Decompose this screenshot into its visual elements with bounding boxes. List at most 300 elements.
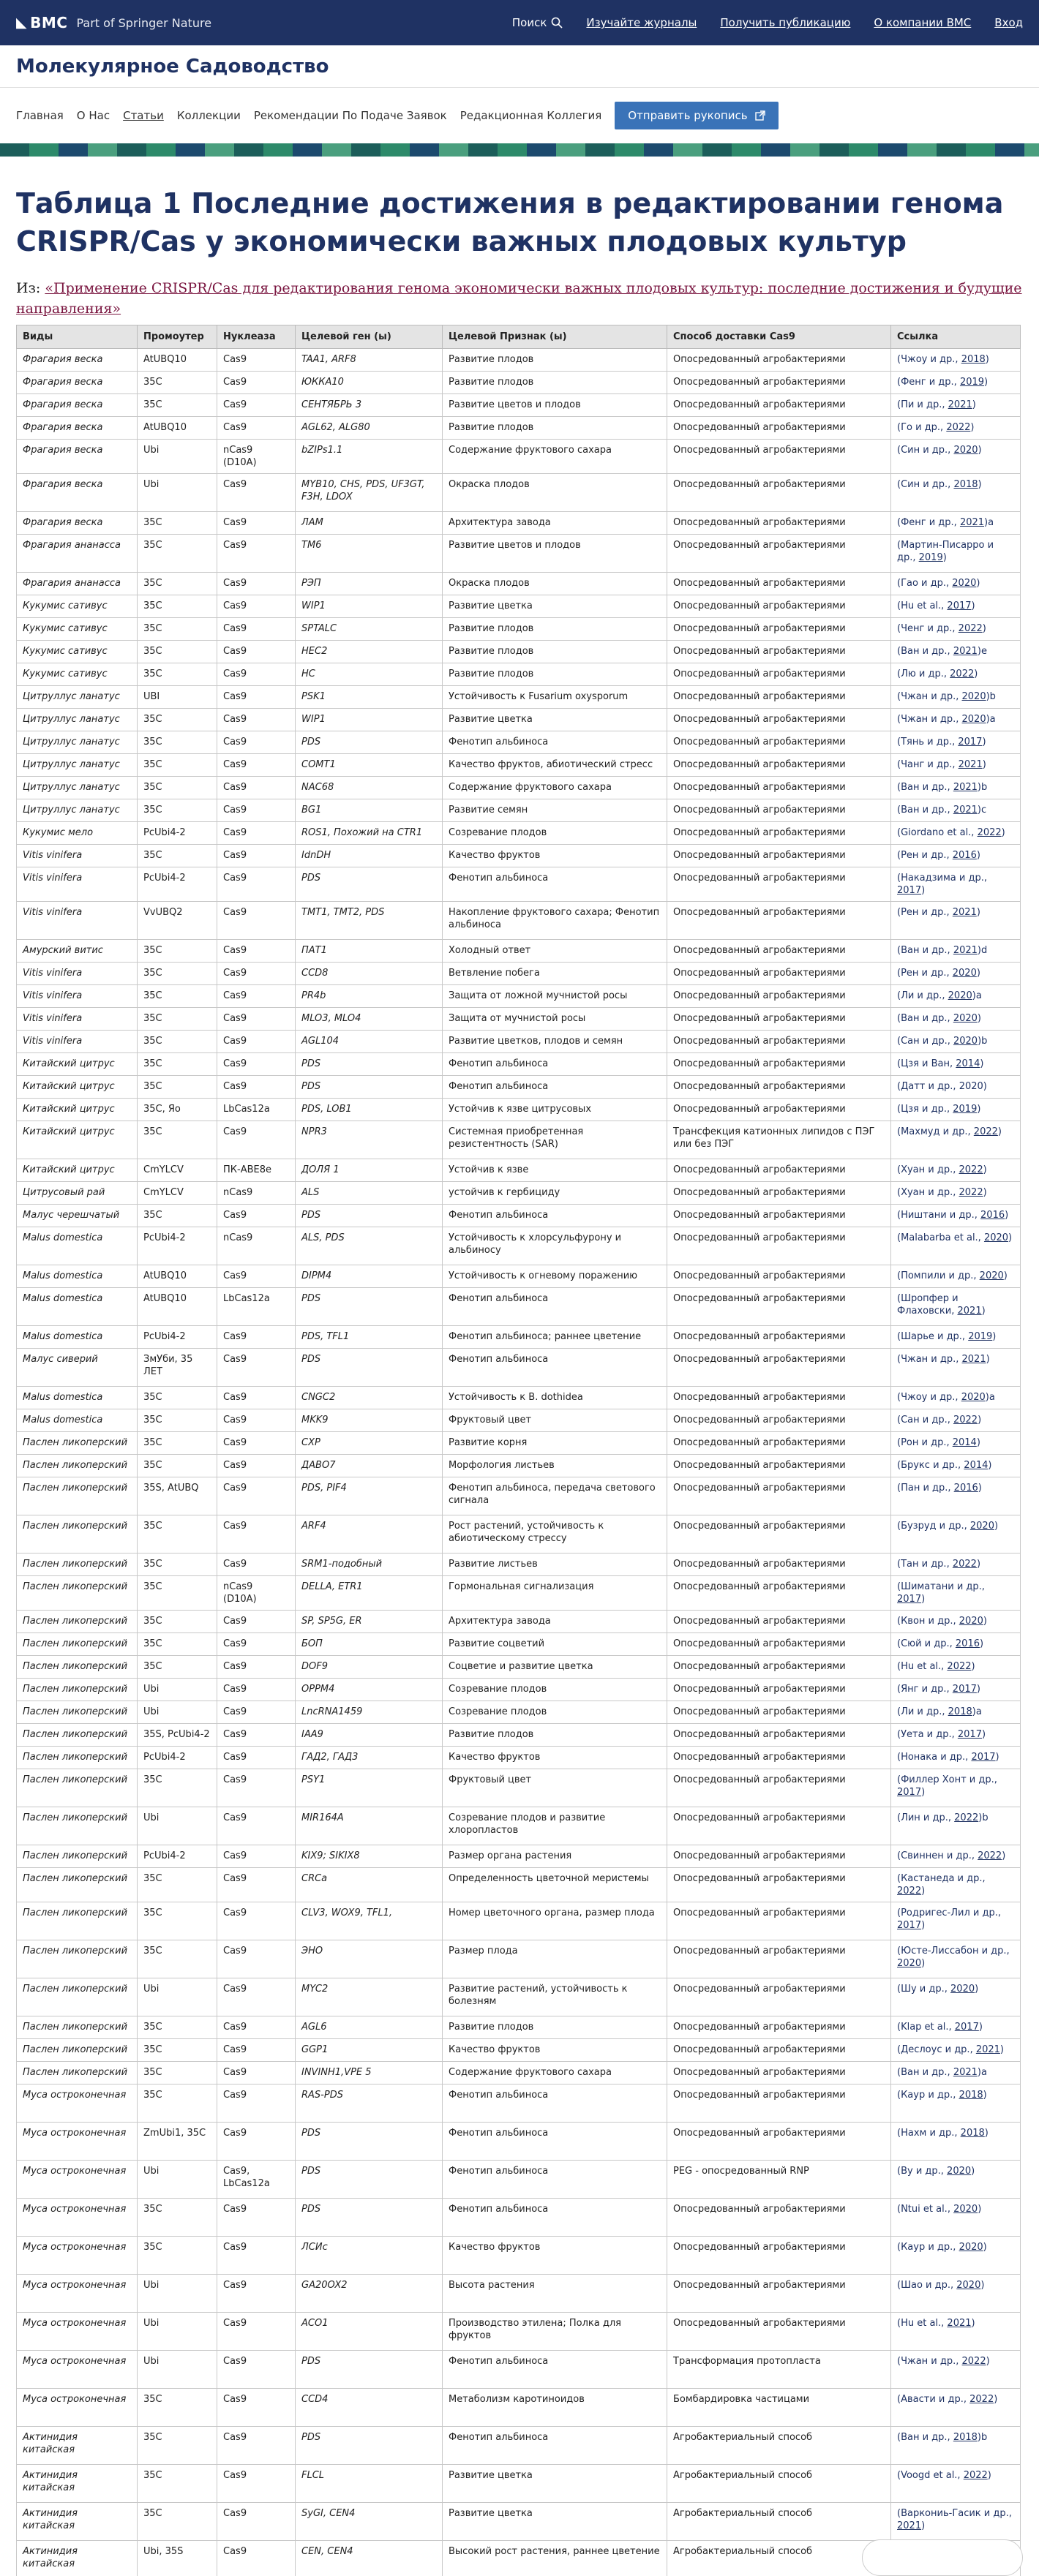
- reference-link[interactable]: [897, 2166, 975, 2177]
- login-link[interactable]: Вход: [994, 16, 1023, 29]
- reference-link[interactable]: [897, 1729, 986, 1740]
- nav-articles[interactable]: Статьи: [123, 109, 164, 122]
- reference-link[interactable]: [897, 1058, 983, 1069]
- reference-link[interactable]: [897, 759, 986, 770]
- reference-authors: (Чанг и др.,: [897, 759, 959, 770]
- reference-year[interactable]: 2016: [953, 850, 977, 861]
- reference-year[interactable]: 2017: [897, 1920, 921, 1931]
- table-row: [17, 2161, 1021, 2199]
- data-table: [16, 325, 1021, 2576]
- cell-reference: [891, 1576, 1021, 1611]
- cell-delivery: Опосредованный агробактериями: [667, 1182, 891, 1205]
- reference-year[interactable]: 2018: [953, 2432, 978, 2443]
- reference-link[interactable]: [897, 2044, 1004, 2055]
- cell-species: Кукумис сативус: [17, 663, 138, 686]
- reference-suffix: ): [996, 1752, 999, 1763]
- reference-year[interactable]: 2021: [958, 1306, 982, 1317]
- reference-link[interactable]: [897, 737, 986, 747]
- reference-authors: (Свиннен и др.,: [897, 1850, 978, 1861]
- reference-link[interactable]: [897, 1293, 986, 1317]
- reference-link[interactable]: [897, 1907, 1001, 1931]
- cell-reference: [891, 777, 1021, 799]
- cell-promoter: 35C: [138, 2039, 217, 2062]
- reference-link[interactable]: [897, 1104, 980, 1115]
- cell-nuclease: Cas9: [217, 940, 296, 963]
- reference-year[interactable]: 2018: [959, 2090, 983, 2101]
- cell-reference: [891, 1902, 1021, 1940]
- reference-link[interactable]: [897, 1013, 981, 1024]
- reference-link[interactable]: [897, 2090, 987, 2101]
- cell-reference: [891, 1515, 1021, 1553]
- reference-year[interactable]: 2022: [947, 1661, 971, 1672]
- cell-promoter: 35C: [138, 663, 217, 686]
- reference-link[interactable]: [897, 782, 987, 793]
- reference-year[interactable]: 2022: [954, 1812, 978, 1823]
- reference-link[interactable]: [897, 2204, 981, 2215]
- cell-reference: [891, 1008, 1021, 1031]
- reference-year[interactable]: 2018: [953, 479, 978, 490]
- reference-link[interactable]: [897, 1354, 990, 1365]
- reference-year[interactable]: 2017: [953, 1684, 977, 1695]
- reference-link[interactable]: [897, 377, 988, 388]
- cell-nuclease: Cas9: [217, 2503, 296, 2541]
- cell-delivery: Трансформация протопласта: [667, 2351, 891, 2389]
- reference-link[interactable]: [897, 2242, 987, 2253]
- reference-year[interactable]: 2021: [953, 782, 978, 793]
- table-row: [17, 535, 1021, 573]
- cell-species: Фрагария веска: [17, 474, 138, 512]
- reference-year[interactable]: 2017: [958, 737, 982, 747]
- reference-year[interactable]: 2016: [956, 1638, 980, 1649]
- cell-reference: [891, 1031, 1021, 1053]
- cell-target-trait: Холодный ответ: [443, 940, 667, 963]
- nav-home[interactable]: Главная: [16, 109, 64, 122]
- reference-link[interactable]: [897, 2022, 983, 2033]
- reference-year[interactable]: 2017: [947, 600, 971, 611]
- reference-year[interactable]: 2021: [959, 759, 983, 770]
- reference-year[interactable]: 2022: [953, 1415, 978, 1426]
- reference-year[interactable]: 2022: [959, 623, 983, 634]
- reference-link[interactable]: [897, 1581, 985, 1605]
- cell-target-trait: Фенотип альбиноса: [443, 1076, 667, 1099]
- cell-species: Паслен ликоперский: [17, 1432, 138, 1455]
- cell-target-gene: CRCa: [296, 1868, 443, 1902]
- cell-species: Актинидия китайская: [17, 2541, 138, 2576]
- reference-year[interactable]: 2018: [961, 354, 986, 365]
- brand[interactable]: [16, 14, 211, 31]
- table-row: [17, 1477, 1021, 1515]
- reference-link[interactable]: [897, 517, 994, 528]
- reference-year[interactable]: 2022: [946, 422, 970, 433]
- reference-year[interactable]: 2022: [969, 2394, 994, 2405]
- reference-suffix: )а: [972, 990, 982, 1001]
- reference-link[interactable]: [897, 2432, 987, 2443]
- reference-suffix: ): [977, 1684, 980, 1695]
- reference-link[interactable]: [897, 805, 986, 816]
- cell-reference: [891, 1845, 1021, 1868]
- reference-year[interactable]: 2020: [953, 1036, 978, 1047]
- reference-year[interactable]: 2022: [964, 2470, 988, 2481]
- reference-year[interactable]: 2017: [897, 1787, 921, 1798]
- cell-reference: [891, 1053, 1021, 1076]
- reference-year[interactable]: 2019: [953, 1104, 977, 1115]
- reference-suffix: ): [983, 623, 986, 634]
- cell-target-gene: ГАД2, ГАД3: [296, 1747, 443, 1769]
- reference-link[interactable]: [897, 1850, 1005, 1861]
- cell-species: Фрагария веска: [17, 417, 138, 440]
- reference-link[interactable]: [897, 1126, 1002, 1137]
- cell-nuclease: Cas9: [217, 1205, 296, 1227]
- reference-link[interactable]: [897, 1984, 978, 1995]
- about-bmc-link[interactable]: О компании BMC: [874, 16, 971, 29]
- reference-year[interactable]: 2020: [961, 1392, 986, 1403]
- reference-link[interactable]: [897, 600, 975, 611]
- reference-authors: (Родригес-Лил и др.,: [897, 1907, 1001, 1918]
- search-link[interactable]: [512, 16, 563, 29]
- reference-link[interactable]: [897, 850, 980, 861]
- reference-year[interactable]: 2020: [953, 968, 977, 979]
- reference-link[interactable]: [897, 2470, 991, 2481]
- cell-reference: [891, 1978, 1021, 2016]
- reference-year[interactable]: 2020: [952, 578, 976, 589]
- table-row: [17, 1387, 1021, 1409]
- reference-year[interactable]: 2021: [953, 2067, 978, 2078]
- bmc-mark-icon: ◣: [16, 15, 27, 31]
- cell-promoter: PcUbi4-2: [138, 1227, 217, 1265]
- reference-link[interactable]: [897, 479, 982, 490]
- cell-target-trait: Устойчив к язве: [443, 1159, 667, 1182]
- cell-target-trait: Рост растений, устойчивость к абиотическому стрессу: [443, 1515, 667, 1553]
- nav-about[interactable]: О Нас: [77, 109, 110, 122]
- cell-nuclease: Cas9: [217, 963, 296, 985]
- cell-reference: [891, 709, 1021, 731]
- reference-year[interactable]: 2021: [953, 945, 978, 956]
- reference-year[interactable]: 2020: [948, 990, 972, 1001]
- reference-link[interactable]: [897, 646, 987, 657]
- cell-target-trait: Развитие плодов: [443, 618, 667, 641]
- table-row: [17, 1769, 1021, 1807]
- reference-year[interactable]: 2017: [971, 1752, 995, 1763]
- cell-target-gene: PSY1: [296, 1769, 443, 1807]
- reference-link[interactable]: [897, 1232, 1012, 1243]
- cell-delivery: Опосредованный агробактериями: [667, 985, 891, 1008]
- get-published-link[interactable]: Получить публикацию: [720, 16, 850, 29]
- cell-target-gene: ПАТ1: [296, 940, 443, 963]
- cell-nuclease: Cas9: [217, 1477, 296, 1515]
- reference-year[interactable]: 2019: [919, 552, 943, 563]
- cell-delivery: Опосредованный агробактериями: [667, 1031, 891, 1053]
- reference-link[interactable]: [897, 1270, 1008, 1281]
- cell-delivery: Опосредованный агробактериями: [667, 1656, 891, 1679]
- reference-year[interactable]: 2022: [897, 1886, 921, 1897]
- cell-nuclease: Cas9: [217, 2199, 296, 2237]
- reference-year[interactable]: 2022: [974, 1126, 998, 1137]
- reference-link[interactable]: [897, 422, 974, 433]
- cell-target-gene: PDS: [296, 2161, 443, 2199]
- reference-link[interactable]: [897, 945, 987, 956]
- cell-promoter: 35C: [138, 1553, 217, 1576]
- source-article-link[interactable]: «Применение CRISPR/Cas для редактирования генома экономически важных плодовых культур: последние достижения и будущие направления»: [16, 280, 1022, 317]
- reference-link[interactable]: [897, 1661, 975, 1672]
- cell-nuclease: Cas9: [217, 2351, 296, 2389]
- cell-delivery: Агробактериальный способ: [667, 2465, 891, 2503]
- cell-target-trait: Фенотип альбиноса: [443, 1053, 667, 1076]
- cell-species: Амурский витис: [17, 940, 138, 963]
- cell-target-trait: Развитие цветка: [443, 595, 667, 618]
- cell-target-trait: Архитектура завода: [443, 512, 667, 535]
- reference-year[interactable]: 2020: [953, 445, 978, 456]
- reference-link[interactable]: [897, 873, 987, 896]
- reference-link[interactable]: [897, 1812, 989, 1823]
- cell-target-trait: Накопление фруктового сахара; Фенотип альбиноса: [443, 902, 667, 940]
- cell-target-gene: FLCL: [296, 2465, 443, 2503]
- reference-link[interactable]: [897, 2067, 987, 2078]
- reference-year[interactable]: 2020: [980, 1270, 1004, 1281]
- cell-target-gene: GA20OX2: [296, 2275, 443, 2313]
- explore-journals-link[interactable]: Изучайте журналы: [586, 16, 697, 29]
- reference-year[interactable]: 2017: [955, 2022, 979, 2033]
- cell-target-gene: KIX9; SIKIX8: [296, 1845, 443, 1868]
- reference-year[interactable]: 2022: [953, 1559, 977, 1570]
- reference-year[interactable]: 2020: [959, 2242, 983, 2253]
- reference-link[interactable]: [897, 714, 996, 725]
- reference-year[interactable]: 2018: [948, 1706, 972, 1717]
- table-row: [17, 2503, 1021, 2541]
- cell-delivery: Опосредованный агробактериями: [667, 1679, 891, 1701]
- reference-link[interactable]: [897, 669, 978, 679]
- reference-year[interactable]: 2020: [959, 1616, 983, 1627]
- table-row: [17, 1121, 1021, 1159]
- reference-link[interactable]: [897, 1616, 987, 1627]
- reference-year[interactable]: 2022: [950, 669, 974, 679]
- table-row: [17, 686, 1021, 709]
- nav-collections[interactable]: Коллекции: [177, 109, 241, 122]
- reference-link[interactable]: [897, 1331, 996, 1342]
- cell-target-trait: устойчив к гербициду: [443, 1182, 667, 1205]
- reference-suffix: ): [980, 2280, 984, 2291]
- cell-target-gene: NAC68: [296, 777, 443, 799]
- cell-target-gene: PDS: [296, 867, 443, 902]
- cell-delivery: Агробактериальный способ: [667, 2541, 891, 2576]
- reference-link[interactable]: [897, 827, 1005, 838]
- reference-year[interactable]: 2020: [984, 1232, 1008, 1243]
- cell-reference: [891, 1349, 1021, 1387]
- cell-species: Паслен ликоперский: [17, 1656, 138, 1679]
- reference-authors: (Чжан и др.,: [897, 691, 962, 702]
- reference-link[interactable]: [897, 1684, 980, 1695]
- cell-species: Фрагария веска: [17, 372, 138, 394]
- reference-year[interactable]: 2021: [897, 2520, 921, 2531]
- reference-authors: (Кастанеда и др.,: [897, 1873, 986, 1884]
- reference-link[interactable]: [897, 1081, 987, 1092]
- reference-year[interactable]: 2017: [958, 1729, 982, 1740]
- nav-submission-guidelines[interactable]: Рекомендации По Подаче Заявок: [254, 109, 447, 122]
- reference-year[interactable]: 2019: [960, 377, 984, 388]
- reference-link[interactable]: [897, 623, 986, 634]
- reference-authors: (Malabarba et al.,: [897, 1232, 984, 1243]
- reference-link[interactable]: [897, 2318, 975, 2329]
- reference-suffix: ): [977, 850, 980, 861]
- table-row: [17, 1679, 1021, 1701]
- table-row: [17, 1326, 1021, 1349]
- reference-link[interactable]: [897, 1638, 983, 1649]
- cell-reference: [891, 1205, 1021, 1227]
- reference-suffix: )е: [978, 646, 987, 657]
- cell-delivery: Опосредованный агробактериями: [667, 417, 891, 440]
- cell-target-trait: Фенотип альбиноса: [443, 1288, 667, 1326]
- reference-year[interactable]: 2020: [953, 1013, 978, 1024]
- reference-link[interactable]: [897, 1873, 986, 1897]
- reference-year[interactable]: 2021: [953, 646, 978, 657]
- reference-link[interactable]: [897, 907, 980, 918]
- cell-target-trait: Качество фруктов: [443, 1747, 667, 1769]
- reference-link[interactable]: [897, 578, 980, 589]
- reference-year[interactable]: 2022: [962, 2356, 986, 2367]
- reference-suffix: ): [982, 1306, 986, 1317]
- reference-authors: (Шропфер и Флаховски,: [897, 1293, 959, 1317]
- reference-suffix: ): [921, 1920, 925, 1931]
- cell-nuclease: nCas9 (D10A): [217, 1576, 296, 1611]
- reference-year[interactable]: 2020: [947, 2166, 971, 2177]
- cell-reference: [891, 1679, 1021, 1701]
- reference-suffix: )а: [978, 2067, 987, 2078]
- reference-year[interactable]: 2017: [897, 885, 921, 896]
- reference-link[interactable]: [897, 1559, 980, 1570]
- cell-delivery: Опосредованный агробактериями: [667, 1326, 891, 1349]
- table-row: [17, 663, 1021, 686]
- reference-year[interactable]: 2020: [897, 1958, 921, 1969]
- journal-title[interactable]: Молекулярное Садоводство: [16, 56, 329, 78]
- reference-year[interactable]: 2017: [897, 1594, 921, 1605]
- reference-year[interactable]: 2014: [956, 1058, 980, 1069]
- reference-link[interactable]: [897, 1036, 987, 1047]
- reference-year[interactable]: 2021: [976, 2044, 1000, 2055]
- reference-link[interactable]: [897, 2394, 997, 2405]
- cell-target-trait: Соцветие и развитие цветка: [443, 1656, 667, 1679]
- reference-link[interactable]: [897, 1187, 987, 1198]
- cell-nuclease: Cas9: [217, 2427, 296, 2465]
- reference-link[interactable]: [897, 1164, 987, 1175]
- cell-target-trait: Развитие плодов: [443, 1724, 667, 1747]
- cell-species: Паслен ликоперский: [17, 1611, 138, 1633]
- cell-promoter: 35C: [138, 1940, 217, 1978]
- reference-year[interactable]: 2020: [953, 2204, 978, 2215]
- cell-target-trait: Фруктовый цвет: [443, 1409, 667, 1432]
- cell-nuclease: Cas9: [217, 1845, 296, 1868]
- reference-link[interactable]: [897, 990, 982, 1001]
- cell-nuclease: Cas9: [217, 2039, 296, 2062]
- reference-suffix: ): [978, 1483, 982, 1494]
- reference-year[interactable]: 2022: [959, 1164, 983, 1175]
- reference-link[interactable]: [897, 1774, 997, 1798]
- reference-link[interactable]: [897, 1392, 995, 1403]
- cell-species: Китайский цитрус: [17, 1076, 138, 1099]
- reference-year[interactable]: 2016: [980, 1210, 1005, 1221]
- reference-link[interactable]: [897, 2128, 989, 2139]
- cell-target-gene: DOF9: [296, 1656, 443, 1679]
- reference-year[interactable]: 2018: [961, 2128, 985, 2139]
- reference-authors: (Син и др.,: [897, 479, 953, 490]
- reference-suffix: ): [978, 2204, 981, 2215]
- cell-target-gene: PDS: [296, 2199, 443, 2237]
- cell-promoter: 35C: [138, 845, 217, 867]
- reference-year[interactable]: 2021: [960, 517, 984, 528]
- reference-link[interactable]: [897, 399, 976, 410]
- reference-link[interactable]: [897, 1752, 999, 1763]
- cell-promoter: 35C: [138, 618, 217, 641]
- reference-year[interactable]: 2020: [950, 1984, 975, 1995]
- back-to-top-button[interactable]: [862, 2539, 1023, 2576]
- cell-target-gene: RAS-PDS: [296, 2084, 443, 2123]
- cell-nuclease: Cas9: [217, 2016, 296, 2039]
- reference-year[interactable]: 2014: [964, 1460, 988, 1471]
- cell-promoter: 35C: [138, 1205, 217, 1227]
- reference-link[interactable]: [897, 354, 989, 365]
- cell-target-gene: ALS: [296, 1182, 443, 1205]
- cell-delivery: Опосредованный агробактериями: [667, 902, 891, 940]
- reference-link[interactable]: [897, 1946, 1010, 1969]
- reference-link[interactable]: [897, 968, 980, 979]
- reference-link[interactable]: [897, 1460, 991, 1471]
- reference-year[interactable]: 2022: [978, 1850, 1002, 1861]
- reference-year[interactable]: 2020: [962, 691, 986, 702]
- reference-link[interactable]: [897, 2356, 990, 2367]
- cell-delivery: Опосредованный агробактериями: [667, 1227, 891, 1265]
- reference-year[interactable]: 2022: [978, 827, 1002, 838]
- cell-target-gene: PR4b: [296, 985, 443, 1008]
- cell-delivery: Опосредованный агробактериями: [667, 372, 891, 394]
- reference-link[interactable]: [897, 1706, 982, 1717]
- cell-target-gene: MIR164A: [296, 1807, 443, 1845]
- submit-manuscript-button[interactable]: [615, 102, 778, 129]
- reference-link[interactable]: [897, 445, 982, 456]
- cell-delivery: Опосредованный агробактериями: [667, 573, 891, 595]
- reference-year[interactable]: 2021: [953, 805, 978, 816]
- cell-target-trait: Созревание плодов: [443, 1701, 667, 1724]
- reference-year[interactable]: 2020: [962, 714, 986, 725]
- table-row: [17, 417, 1021, 440]
- reference-link[interactable]: [897, 1415, 981, 1426]
- reference-link[interactable]: [897, 2508, 1012, 2531]
- reference-year[interactable]: 2021: [947, 2318, 971, 2329]
- reference-link[interactable]: [897, 540, 994, 563]
- cell-target-trait: Окраска плодов: [443, 573, 667, 595]
- reference-year[interactable]: 2016: [954, 1483, 978, 1494]
- table-row: [17, 1008, 1021, 1031]
- reference-year[interactable]: 2021: [953, 907, 977, 918]
- reference-year[interactable]: 2014: [953, 1437, 977, 1448]
- cell-nuclease: Cas9: [217, 2062, 296, 2084]
- reference-link[interactable]: [897, 1521, 998, 1532]
- reference-year[interactable]: 2021: [962, 1354, 986, 1365]
- column-header: Промоутер: [138, 325, 217, 349]
- cell-delivery: Опосредованный агробактериями: [667, 1940, 891, 1978]
- reference-year[interactable]: 2021: [948, 399, 972, 410]
- reference-link[interactable]: [897, 2280, 984, 2291]
- cell-target-trait: Морфология листьев: [443, 1455, 667, 1477]
- reference-year[interactable]: 2020: [956, 2280, 980, 2291]
- reference-year[interactable]: 2022: [959, 1187, 983, 1198]
- reference-link[interactable]: [897, 1437, 980, 1448]
- reference-year[interactable]: 2019: [968, 1331, 992, 1342]
- reference-link[interactable]: [897, 691, 996, 702]
- reference-link[interactable]: [897, 1483, 982, 1494]
- reference-link[interactable]: [897, 1210, 1008, 1221]
- reference-suffix: ): [980, 1058, 983, 1069]
- reference-year[interactable]: 2020: [970, 1521, 994, 1532]
- nav-editorial-board[interactable]: Редакционная Коллегия: [460, 109, 602, 122]
- cell-target-trait: Высота растения: [443, 2275, 667, 2313]
